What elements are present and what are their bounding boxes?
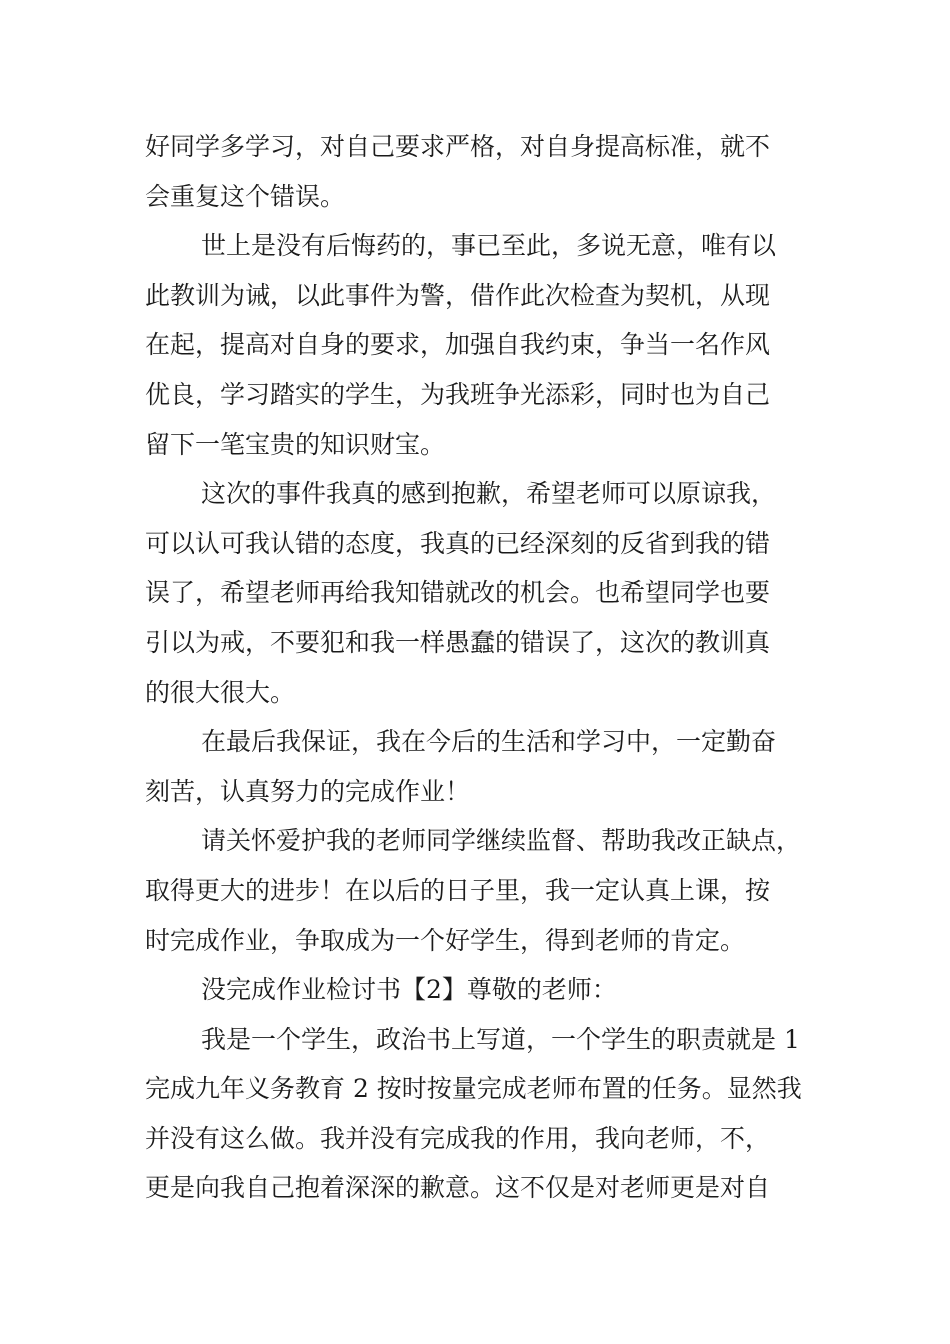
text-line: 世上是没有后悔药的，事已至此，多说无意，唯有以 <box>201 231 777 261</box>
text-line: 完成九年义务教育 2 按时按量完成老师布置的任务。显然我 <box>145 1074 802 1104</box>
text-line: 并没有这么做。我并没有完成我的作用，我向老师，不， <box>145 1123 771 1153</box>
text-line: 在最后我保证，我在今后的生活和学习中，一定勤奋 <box>201 727 777 757</box>
text-line: 请关怀爱护我的老师同学继续监督、帮助我改正缺点， <box>201 826 802 856</box>
text-line: 没完成作业检讨书【2】尊敬的老师： <box>201 975 617 1005</box>
text-line: 此教训为诫，以此事件为警，借作此次检查为契机，从现 <box>145 280 771 310</box>
text-line: 刻苦，认真努力的完成作业！ <box>145 776 471 806</box>
text-line: 的很大很大。 <box>145 677 296 707</box>
text-line: 误了，希望老师再给我知错就改的机会。也希望同学也要 <box>145 578 771 608</box>
text-line: 这次的事件我真的感到抱歉，希望老师可以原谅我， <box>201 479 777 509</box>
text-line: 优良，学习踏实的学生，为我班争光添彩，同时也为自己 <box>145 379 771 409</box>
text-line: 更是向我自己抱着深深的歉意。这不仅是对老师更是对自 <box>145 1173 771 1203</box>
text-line: 在起，提高对自身的要求，加强自我约束，争当一名作风 <box>145 330 771 360</box>
text-line: 会重复这个错误。 <box>145 181 346 211</box>
text-line: 留下一笔宝贵的知识财宝。 <box>145 429 446 459</box>
text-line: 取得更大的进步！在以后的日子里，我一定认真上课，按 <box>145 875 771 905</box>
text-line: 可以认可我认错的态度，我真的已经深刻的反省到我的错 <box>145 528 771 558</box>
text-line: 好同学多学习，对自己要求严格，对自身提高标准，就不 <box>145 132 771 161</box>
text-line: 我是一个学生，政治书上写道，一个学生的职责就是 1 <box>201 1024 800 1054</box>
document-body <box>145 122 815 1213</box>
text-line: 引以为戒，不要犯和我一样愚蠢的错误了，这次的教训真 <box>145 627 771 657</box>
text-line: 时完成作业，争取成为一个好学生，得到老师的肯定。 <box>145 925 746 955</box>
